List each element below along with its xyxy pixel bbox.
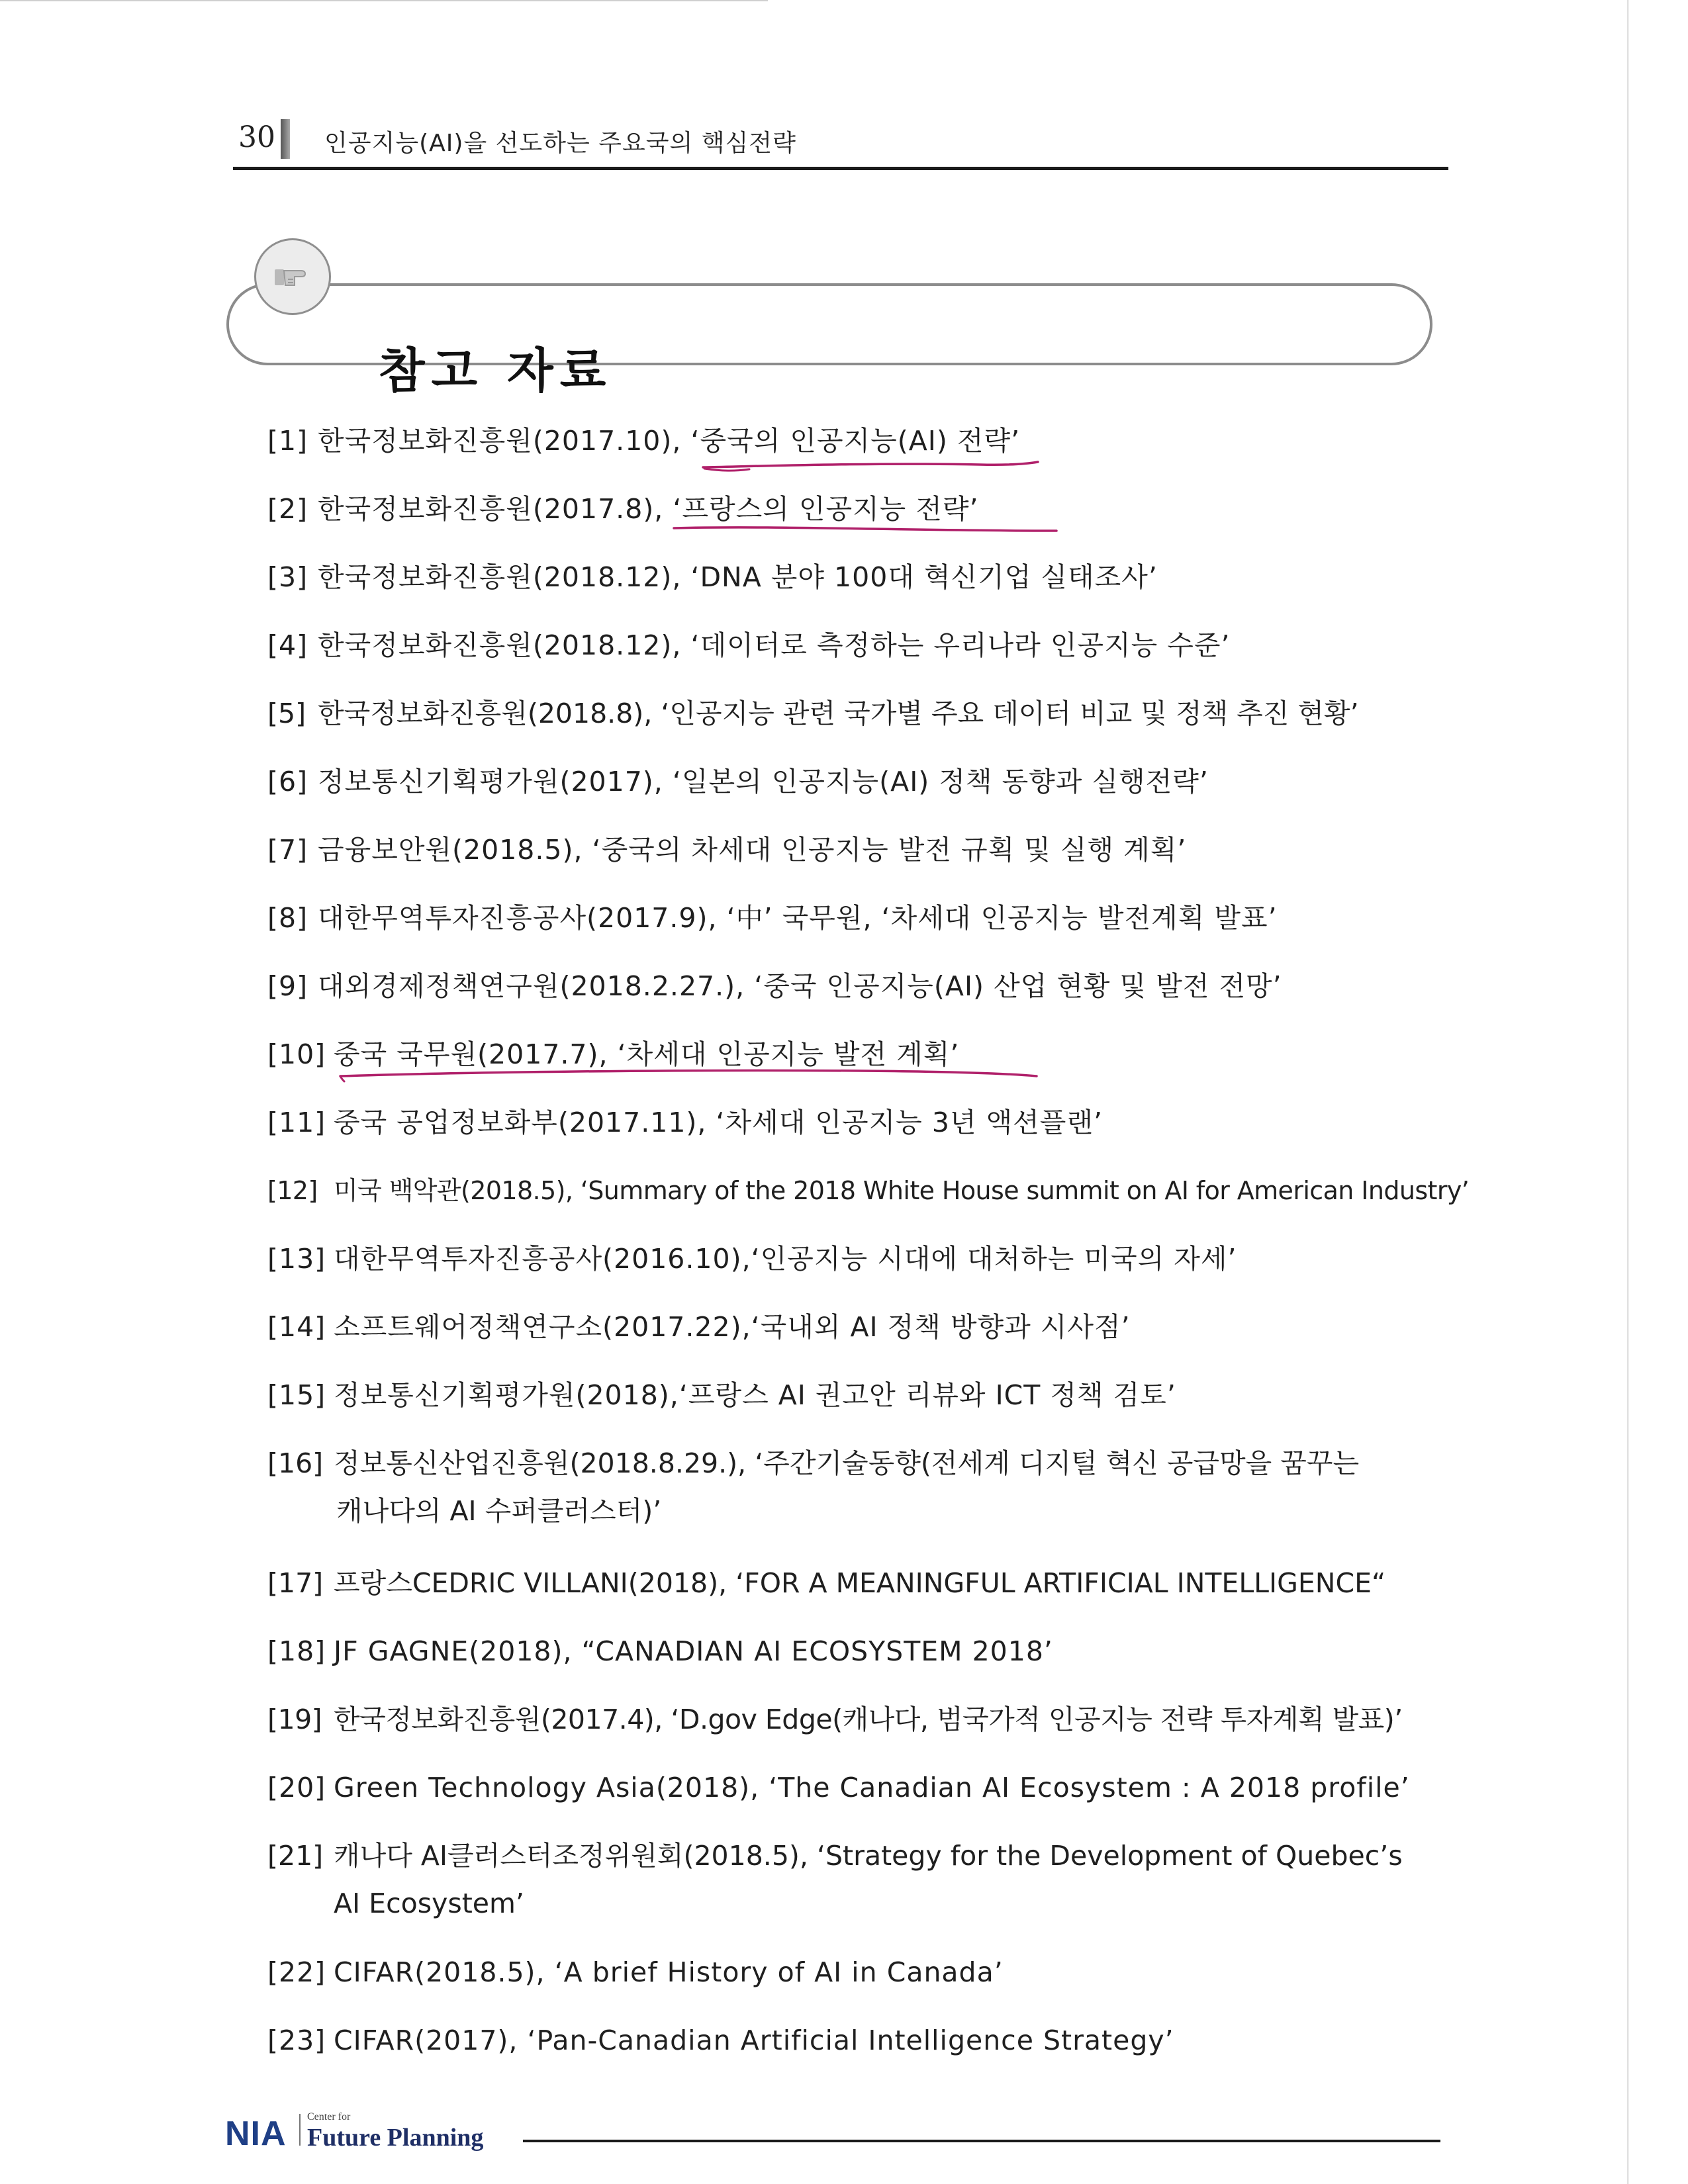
- reference-item: [267, 690, 1446, 737]
- reference-number: [13]: [267, 1243, 326, 1275]
- reference-item: [267, 962, 1446, 1010]
- reference-item: [267, 1235, 1446, 1283]
- reference-text: 대한무역투자진흥공사(2017.9), ‘中’ 국무원, ‘차세대 인공지능 발전계획 발표’: [318, 902, 1278, 934]
- reference-number: [16]: [267, 1447, 324, 1479]
- reference-number: [10]: [267, 1038, 326, 1070]
- reference-text: 대한무역투자진흥공사(2016.10),‘인공지능 시대에 대처하는 미국의 자세’: [334, 1243, 1237, 1275]
- reference-number: [15]: [267, 1379, 326, 1411]
- reference-number: [3]: [267, 561, 308, 593]
- reference-number: [11]: [267, 1107, 326, 1138]
- reference-item: [267, 1948, 1446, 1996]
- reference-item: [267, 1559, 1446, 1607]
- reference-item: [267, 1099, 1446, 1146]
- reference-text: 정보통신기획평가원(2018),‘프랑스 AI 권고안 리뷰와 ICT 정책 검토’: [334, 1379, 1176, 1411]
- footer-logo-sub: Future Planning: [307, 2124, 484, 2152]
- running-title: 인공지능(AI)을 선도하는 주요국의 핵심전략: [324, 130, 796, 157]
- reference-item: [267, 1303, 1446, 1351]
- reference-number: [22]: [267, 1956, 326, 1988]
- reference-text: 캐나다 AI클러스터조정위원회(2018.5), ‘Strategy for the Development of Quebec’s: [334, 1840, 1403, 1872]
- reference-item: [267, 1627, 1446, 1675]
- reference-number: [18]: [267, 1635, 326, 1667]
- reference-item: [267, 1764, 1446, 1811]
- reference-text: 미국 백악관(2018.5), ‘Summary of the 2018 White House summit on AI for American Industry’: [334, 1176, 1470, 1205]
- reference-item: [267, 1696, 1446, 1743]
- reference-text: 한국정보화진흥원(2018.12), ‘DNA 분야 100대 혁신기업 실태조사’: [318, 561, 1158, 593]
- reference-number: [2]: [267, 493, 308, 525]
- reference-text: 한국정보화진흥원(2018.12), ‘데이터로 측정하는 우리나라 인공지능 수준’: [318, 629, 1231, 661]
- reference-item: [267, 621, 1446, 669]
- reference-number: [8]: [267, 902, 308, 934]
- reference-text: 중국 공업정보화부(2017.11), ‘차세대 인공지능 3년 액션플랜’: [334, 1107, 1103, 1138]
- reference-text: CIFAR(2017), ‘Pan-Canadian Artificial Intelligence Strategy’: [334, 2025, 1174, 2056]
- reference-text: 한국정보화진흥원(2018.8), ‘인공지능 관련 국가별 주요 데이터 비교 및 정책 추진 현황’: [318, 698, 1359, 729]
- reference-text: Green Technology Asia(2018), ‘The Canadian AI Ecosystem : A 2018 profile’: [334, 1772, 1410, 1803]
- reference-text: 한국정보화진흥원(2017.8), ‘프랑스의 인공지능 전략’: [318, 493, 979, 525]
- reference-text: 한국정보화진흥원(2017.10), ‘중국의 인공지능(AI) 전략’: [318, 425, 1021, 457]
- reference-item: [267, 1832, 1446, 1927]
- footer: [225, 2105, 1443, 2151]
- reference-item: [267, 485, 1446, 533]
- reference-item: [267, 553, 1446, 601]
- footer-logo-divider: [299, 2114, 301, 2146]
- page-number: 30: [238, 120, 275, 154]
- reference-number: [19]: [267, 1704, 322, 1735]
- reference-text: 소프트웨어정책연구소(2017.22),‘국내외 AI 정책 방향과 시사점’: [334, 1311, 1131, 1343]
- reference-text: CIFAR(2018.5), ‘A brief History of AI in Canada’: [334, 1956, 1004, 1988]
- reference-number: [21]: [267, 1840, 324, 1872]
- reference-item: [267, 1439, 1446, 1535]
- reference-item: [267, 417, 1446, 465]
- reference-item: [267, 894, 1446, 942]
- reference-number: [14]: [267, 1311, 326, 1343]
- reference-item: [267, 1030, 1446, 1078]
- footer-logo-small: Center for: [307, 2111, 351, 2122]
- reference-text: JF GAGNE(2018), “CANADIAN AI ECOSYSTEM 2018’: [334, 1635, 1053, 1667]
- reference-text: 한국정보화진흥원(2017.4), ‘D.gov Edge(캐나다, 범국가적 인공지능 전략 투자계획 발표)’: [334, 1704, 1403, 1735]
- reference-number: [4]: [267, 629, 308, 661]
- reference-text: 대외경제정책연구원(2018.2.27.), ‘중국 인공지능(AI) 산업 현황 및 발전 전망’: [318, 970, 1282, 1002]
- reference-number: [1]: [267, 425, 308, 457]
- reference-text: 정보통신기획평가원(2017), ‘일본의 인공지능(AI) 정책 동향과 실행전략’: [318, 766, 1209, 797]
- reference-text: 금융보안원(2018.5), ‘중국의 차세대 인공지능 발전 규획 및 실행 계획’: [318, 834, 1187, 866]
- reference-number: [5]: [267, 698, 306, 729]
- reference-text-continuation: 캐나다의 AI 수퍼클러스터)’: [336, 1495, 662, 1527]
- reference-number: [9]: [267, 970, 308, 1002]
- reference-number: [12]: [267, 1176, 318, 1205]
- reference-text-continuation: AI Ecosystem’: [334, 1888, 524, 1919]
- reference-item: [267, 826, 1446, 874]
- reference-number: [23]: [267, 2025, 326, 2056]
- reference-item: [267, 758, 1446, 805]
- reference-number: [20]: [267, 1772, 326, 1803]
- reference-text: 정보통신산업진흥원(2018.8.29.), ‘주간기술동향(전세계 디지털 혁신 공급망을 꿈꾸는: [334, 1447, 1360, 1479]
- reference-item: [267, 1371, 1446, 1419]
- reference-number: [17]: [267, 1567, 324, 1599]
- reference-text: 프랑스CEDRIC VILLANI(2018), ‘FOR A MEANINGFUL ARTIFICIAL INTELLIGENCE“: [334, 1567, 1386, 1599]
- reference-number: [7]: [267, 834, 308, 866]
- reference-item: [267, 1167, 1470, 1214]
- reference-text: 중국 국무원(2017.7), ‘차세대 인공지능 발전 계획’: [334, 1038, 960, 1070]
- footer-logo-nia: NIA: [225, 2115, 287, 2153]
- section-title: 참고 자료: [379, 343, 613, 399]
- footer-rule: [523, 2140, 1440, 2142]
- reference-number: [6]: [267, 766, 308, 797]
- reference-item: [267, 2017, 1446, 2064]
